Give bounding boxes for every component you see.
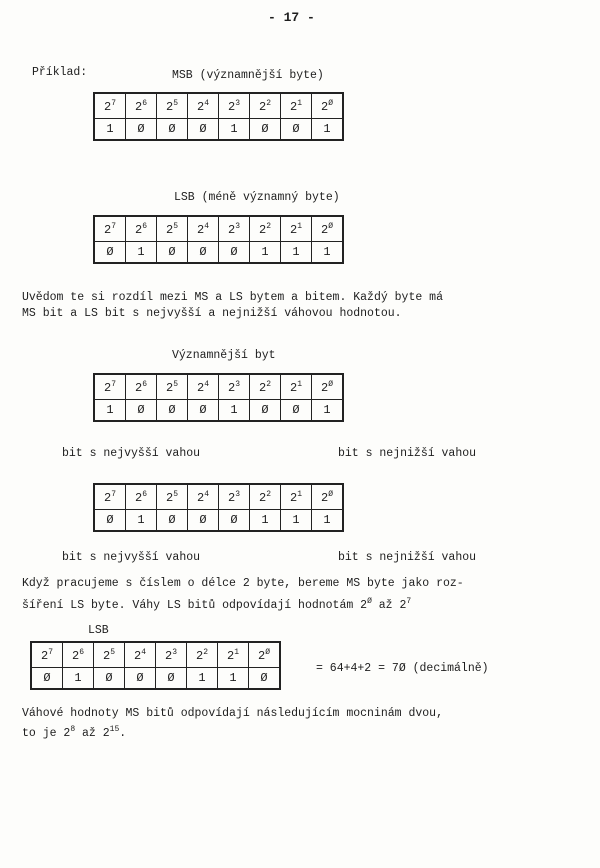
power-cell: $2^2$ — [250, 374, 281, 400]
bit-value-cell: 1 — [63, 668, 94, 690]
bit-value-cell: 1 — [126, 510, 157, 532]
power-cell: $2^2$ — [250, 484, 281, 510]
bit-low-label-2: bit s nejnižší vahou — [338, 551, 477, 564]
power-cell: $2^Ø$ — [312, 93, 344, 119]
bit-value-cell: Ø — [157, 242, 188, 264]
value-row — [94, 119, 343, 141]
bit-value-cell: Ø — [250, 400, 281, 422]
bit-value-cell: Ø — [94, 510, 126, 532]
power-cell: $2^Ø$ — [249, 642, 281, 668]
power-cell: $2^6$ — [126, 484, 157, 510]
bit-value-cell: 1 — [312, 400, 344, 422]
bit-value-cell: Ø — [31, 668, 63, 690]
paragraph-1-line-2: MS bit a LS bit s nejvyšší a nejnižší váhovou hodnotou. — [22, 307, 402, 320]
bit-value-cell: 1 — [187, 668, 218, 690]
page-number: - 17 - — [268, 10, 315, 25]
power-cell: $2^5$ — [157, 216, 188, 242]
power-cell: $2^4$ — [188, 216, 219, 242]
power-cell: $2^Ø$ — [312, 484, 344, 510]
bit-value-cell: Ø — [188, 400, 219, 422]
bit-value-cell: 1 — [94, 119, 126, 141]
power-cell: $2^1$ — [218, 642, 249, 668]
bit-value-cell: 1 — [250, 510, 281, 532]
paragraph-2-line-1: Když pracujeme s číslem o délce 2 byte, bereme MS byte jako roz- — [22, 577, 464, 590]
bit-value-cell: Ø — [157, 400, 188, 422]
bit-table-significant — [93, 373, 344, 422]
bit-table-msb — [93, 92, 344, 141]
power-cell: $2^6$ — [126, 216, 157, 242]
power-cell: $2^1$ — [281, 93, 312, 119]
bit-value-cell: 1 — [218, 668, 249, 690]
bit-value-cell: Ø — [219, 510, 250, 532]
lsb-label: LSB (méně významný byte) — [174, 191, 340, 204]
bit-value-cell: 1 — [312, 510, 344, 532]
power-cell: $2^3$ — [156, 642, 187, 668]
power-cell: $2^2$ — [250, 216, 281, 242]
power-row — [94, 484, 343, 510]
power-cell: $2^4$ — [188, 93, 219, 119]
power-cell: $2^3$ — [219, 374, 250, 400]
power-row — [94, 93, 343, 119]
bit-value-cell: Ø — [126, 119, 157, 141]
bit-value-cell: Ø — [281, 400, 312, 422]
power-cell: $2^3$ — [219, 484, 250, 510]
bit-table-second — [93, 483, 344, 532]
bit-value-cell: Ø — [157, 119, 188, 141]
bit-high-label-1: bit s nejvyšší vahou — [62, 447, 201, 460]
power-cell: $2^7$ — [94, 484, 126, 510]
power-cell: $2^Ø$ — [312, 374, 344, 400]
paragraph-3-line-2: to je $2^8$ až $2^{15}$. — [22, 725, 127, 740]
significant-byte-label: Významnější byt — [172, 349, 276, 362]
power-cell: $2^7$ — [94, 216, 126, 242]
bit-value-cell: Ø — [250, 119, 281, 141]
value-row — [31, 668, 280, 690]
bit-value-cell: 1 — [219, 119, 250, 141]
value-row — [94, 400, 343, 422]
power-cell: $2^7$ — [94, 374, 126, 400]
power-cell: $2^2$ — [250, 93, 281, 119]
bit-value-cell: 1 — [281, 242, 312, 264]
power-cell: $2^7$ — [31, 642, 63, 668]
bit-value-cell: 1 — [312, 242, 344, 264]
bit-value-cell: Ø — [94, 668, 125, 690]
bit-value-cell: 1 — [126, 242, 157, 264]
value-row — [94, 510, 343, 532]
power-row — [31, 642, 280, 668]
bit-value-cell: Ø — [126, 400, 157, 422]
bit-table-lsb — [93, 215, 344, 264]
bit-value-cell: Ø — [188, 119, 219, 141]
power-cell: $2^5$ — [157, 484, 188, 510]
power-cell: $2^5$ — [94, 642, 125, 668]
example-label: Příklad: — [32, 66, 88, 79]
power-cell: $2^6$ — [63, 642, 94, 668]
bit-value-cell: Ø — [249, 668, 281, 690]
paragraph-2-line-2: šíření LS byte. Váhy LS bitů odpovídají hodnotám $2^Ø$ až $2^7$ — [22, 597, 412, 612]
bit-value-cell: 1 — [250, 242, 281, 264]
bit-table-example — [30, 641, 281, 690]
bit-low-label-1: bit s nejnižší vahou — [338, 447, 477, 460]
power-cell: $2^4$ — [125, 642, 156, 668]
bit-value-cell: 1 — [219, 400, 250, 422]
paragraph-3-line-1: Váhové hodnoty MS bitů odpovídají následujícím mocninám dvou, — [22, 707, 443, 720]
bit-value-cell: 1 — [281, 510, 312, 532]
bit-high-label-2: bit s nejvyšší vahou — [62, 551, 201, 564]
msb-label: MSB (významnější byte) — [172, 69, 324, 82]
power-cell: $2^2$ — [187, 642, 218, 668]
bit-value-cell: Ø — [219, 242, 250, 264]
bit-value-cell: Ø — [188, 242, 219, 264]
power-cell: $2^1$ — [281, 484, 312, 510]
power-cell: $2^3$ — [219, 93, 250, 119]
bit-value-cell: Ø — [281, 119, 312, 141]
paragraph-1-line-1: Uvědom te si rozdíl mezi MS a LS bytem a bitem. Každý byte má — [22, 291, 443, 304]
bit-value-cell: Ø — [125, 668, 156, 690]
bit-value-cell: Ø — [188, 510, 219, 532]
power-cell: $2^6$ — [126, 93, 157, 119]
bit-value-cell: Ø — [157, 510, 188, 532]
power-row — [94, 216, 343, 242]
equation: = 64+4+2 = 7Ø (decimálně) — [316, 662, 489, 675]
power-cell: $2^5$ — [157, 374, 188, 400]
bit-value-cell: 1 — [94, 400, 126, 422]
bit-value-cell: Ø — [94, 242, 126, 264]
power-cell: $2^1$ — [281, 374, 312, 400]
bit-value-cell: Ø — [156, 668, 187, 690]
power-cell: $2^4$ — [188, 484, 219, 510]
power-cell: $2^Ø$ — [312, 216, 344, 242]
power-cell: $2^5$ — [157, 93, 188, 119]
power-cell: $2^3$ — [219, 216, 250, 242]
power-row — [94, 374, 343, 400]
bit-value-cell: 1 — [312, 119, 344, 141]
table5-label: LSB — [88, 624, 109, 637]
power-cell: $2^7$ — [94, 93, 126, 119]
value-row — [94, 242, 343, 264]
power-cell: $2^4$ — [188, 374, 219, 400]
power-cell: $2^1$ — [281, 216, 312, 242]
power-cell: $2^6$ — [126, 374, 157, 400]
